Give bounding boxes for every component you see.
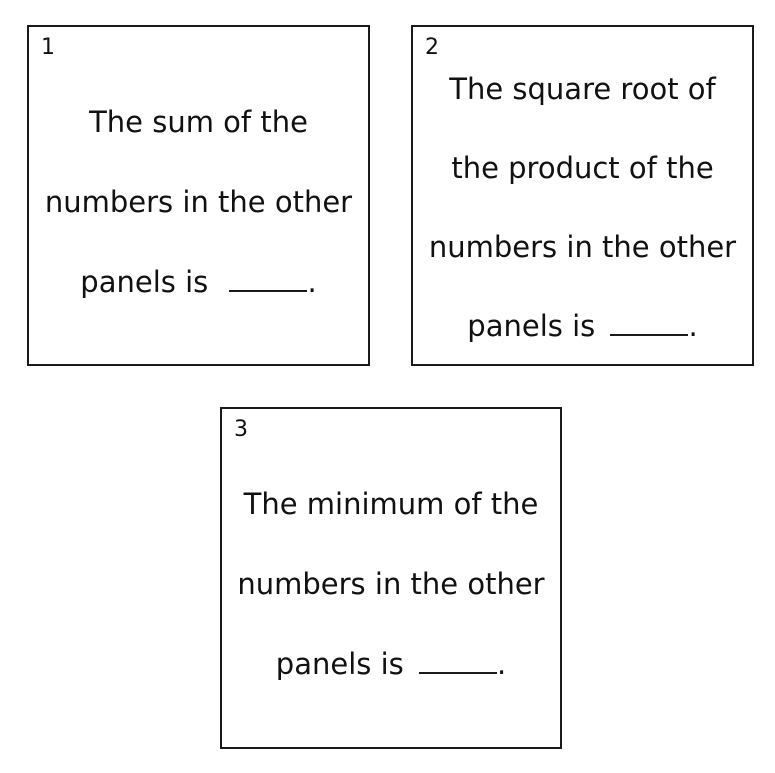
- panel-text-line: The sum of the: [89, 105, 308, 139]
- answer-blank: [610, 310, 688, 336]
- panel-text: panels is: [467, 309, 596, 343]
- panel-text-line-blank: [29, 265, 368, 299]
- panel-1: [27, 25, 370, 366]
- panel-text-line-blank: [222, 647, 560, 681]
- panel-text: panels is: [275, 647, 404, 681]
- panel-text-line-blank: [413, 309, 752, 343]
- period: .: [688, 309, 698, 343]
- panel-number: 1: [41, 35, 55, 60]
- panel-3: [220, 407, 562, 749]
- panel-text-line: the product of the: [451, 151, 714, 185]
- answer-blank: [419, 648, 497, 674]
- panel-text-line: numbers in the other: [428, 230, 737, 264]
- panel-text-line: The square root of: [449, 72, 716, 106]
- period: .: [307, 265, 317, 299]
- answer-blank: [229, 266, 307, 292]
- panel-text: panels is: [80, 265, 209, 299]
- panel-number: 2: [425, 35, 439, 60]
- panel-text-line: The minimum of the: [243, 487, 539, 521]
- panel-text-line: numbers in the other: [237, 567, 545, 601]
- period: .: [496, 647, 507, 681]
- panel-text-line: numbers in the other: [44, 185, 353, 219]
- panel-number: 3: [234, 417, 248, 442]
- panel-2: [411, 25, 754, 366]
